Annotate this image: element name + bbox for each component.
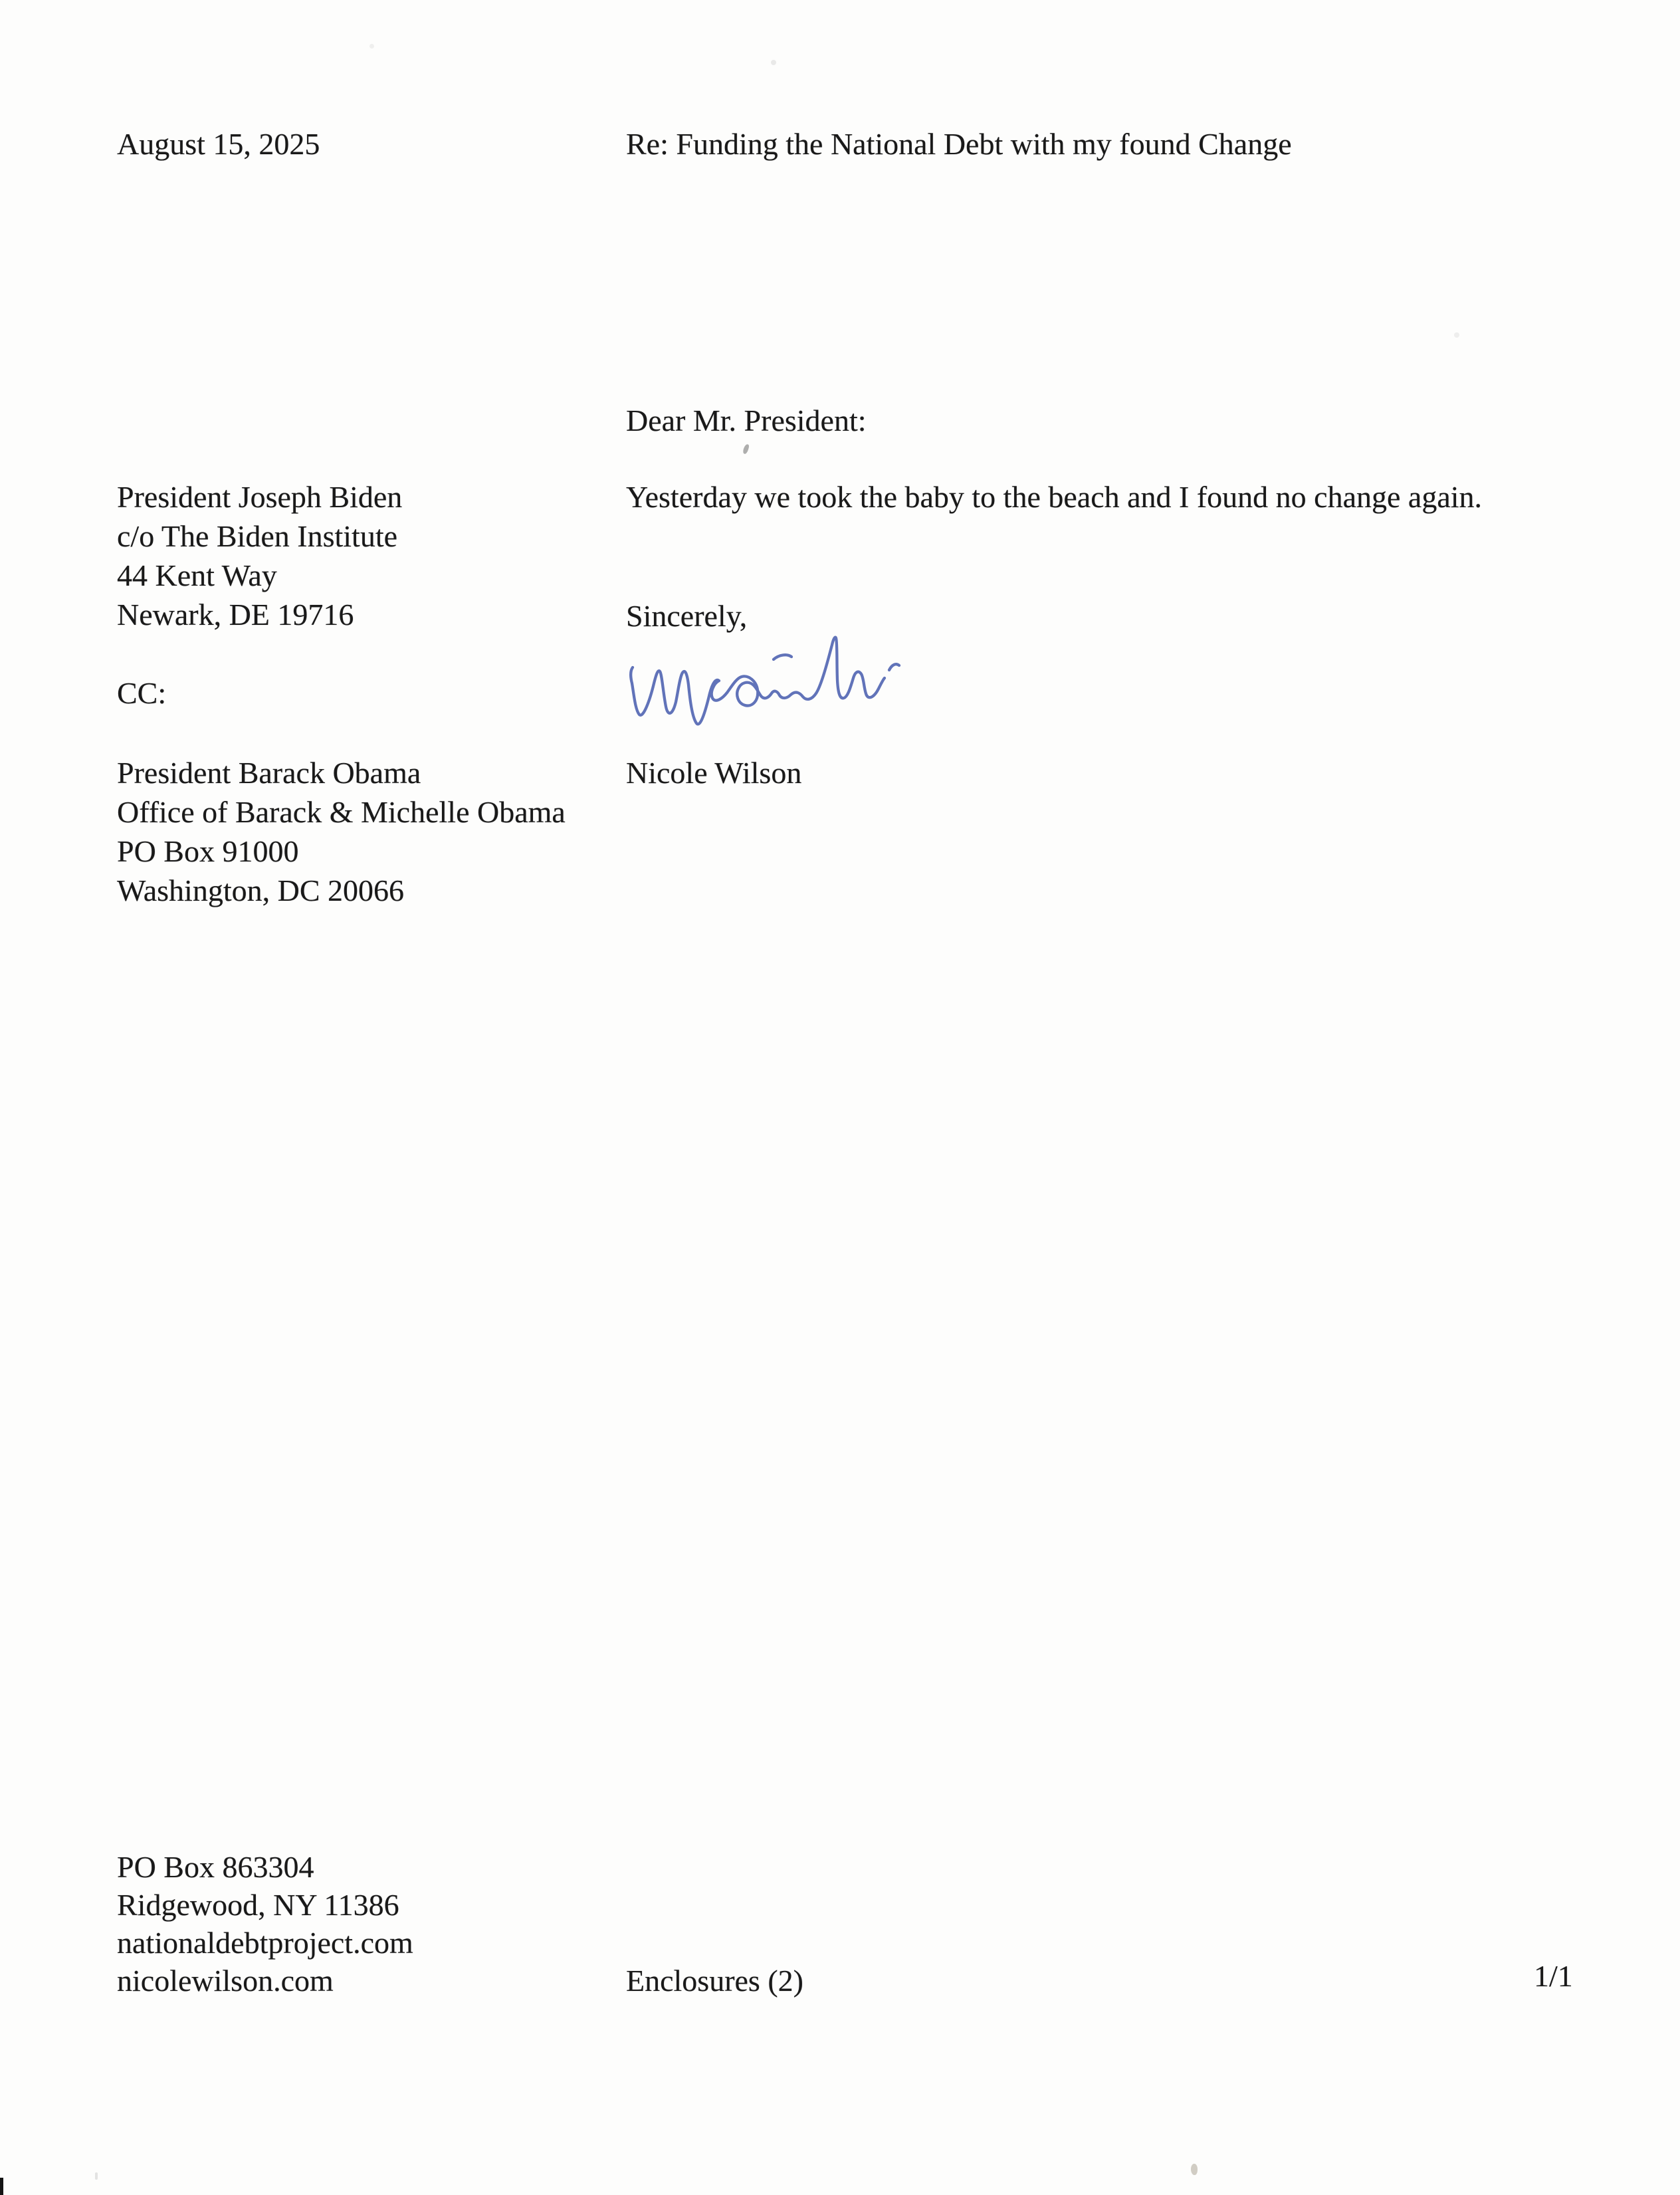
signature-stroke <box>631 637 885 725</box>
date-line: August 15, 2025 <box>117 127 320 161</box>
scan-edge-artifact <box>0 2178 3 2195</box>
recipient-address-line: President Joseph Biden <box>117 480 403 514</box>
scan-speck <box>771 60 776 65</box>
salutation: Dear Mr. President: <box>626 404 867 437</box>
recipient-address-line: c/o The Biden Institute <box>117 519 398 553</box>
handwritten-signature <box>629 630 928 750</box>
scan-speck <box>1454 332 1459 338</box>
cc-address-line: Washington, DC 20066 <box>117 873 405 907</box>
cc-address-line: Office of Barack & Michelle Obama <box>117 795 566 829</box>
signature-stroke <box>774 655 791 659</box>
cc-label: CC: <box>117 676 167 710</box>
subject-line: Re: Funding the National Debt with my found Change <box>626 127 1292 161</box>
sender-address-line: nationaldebtproject.com <box>117 1926 413 1960</box>
enclosures-note: Enclosures (2) <box>626 1964 803 1998</box>
signature-stroke <box>889 664 899 670</box>
scan-speck <box>95 2172 98 2180</box>
scan-speck <box>1191 2164 1198 2175</box>
recipient-address <box>117 477 402 634</box>
cc-address <box>117 753 566 910</box>
recipient-address-line: Newark, DE 19716 <box>117 598 354 632</box>
cc-address-line: PO Box 91000 <box>117 834 299 868</box>
sender-address-line: Ridgewood, NY 11386 <box>117 1888 399 1922</box>
recipient-address-line: 44 Kent Way <box>117 558 277 592</box>
closing: Sincerely, <box>626 599 748 633</box>
cc-address-line: President Barack Obama <box>117 756 421 790</box>
scan-speck <box>742 443 750 454</box>
body-paragraph: Yesterday we took the baby to the beach and I found no change again. <box>626 480 1483 514</box>
sender-address-line: nicolewilson.com <box>117 1964 334 1998</box>
sender-address-line: PO Box 863304 <box>117 1850 314 1884</box>
page-number: 1/1 <box>1534 1959 1573 1993</box>
signer-name: Nicole Wilson <box>626 756 802 790</box>
scan-speck <box>369 44 374 49</box>
sender-address <box>117 1848 413 2000</box>
